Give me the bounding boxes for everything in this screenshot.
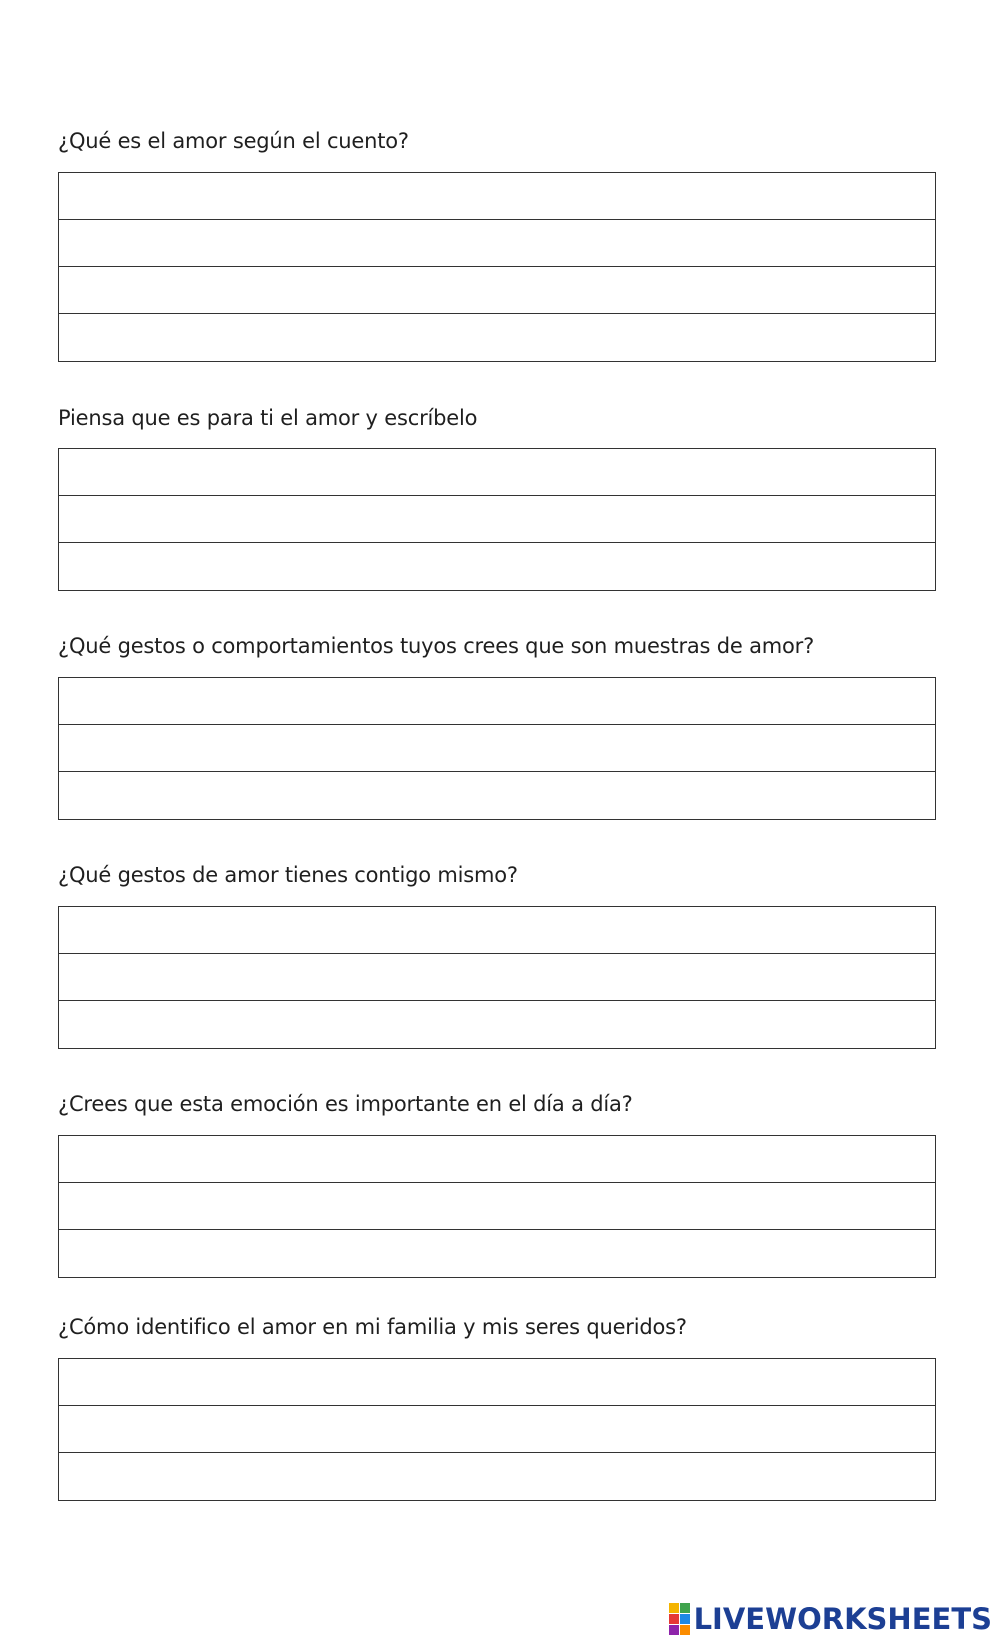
logo-square-icon	[680, 1614, 690, 1624]
logo-square-icon	[669, 1625, 679, 1635]
answer-box-3[interactable]	[58, 677, 936, 820]
answer-box-5[interactable]	[58, 1135, 936, 1278]
answer-line[interactable]	[59, 173, 935, 220]
answer-line[interactable]	[59, 954, 935, 1001]
answer-line[interactable]	[59, 725, 935, 772]
logo-square-icon	[669, 1614, 679, 1624]
answer-box-1[interactable]	[58, 172, 936, 362]
question-5-label: ¿Crees que esta emoción es importante en el día a día?	[58, 1092, 633, 1116]
question-1-label: ¿Qué es el amor según el cuento?	[58, 129, 409, 153]
answer-line[interactable]	[59, 1136, 935, 1183]
answer-line[interactable]	[59, 314, 935, 361]
liveworksheets-brand	[669, 1603, 992, 1635]
answer-line[interactable]	[59, 449, 935, 496]
question-2-label: Piensa que es para ti el amor y escríbelo	[58, 406, 478, 430]
answer-line[interactable]	[59, 678, 935, 725]
answer-line[interactable]	[59, 1183, 935, 1230]
answer-line[interactable]	[59, 772, 935, 819]
answer-line[interactable]	[59, 543, 935, 590]
answer-box-4[interactable]	[58, 906, 936, 1049]
liveworksheets-logo-icon	[669, 1603, 690, 1635]
answer-box-2[interactable]	[58, 448, 936, 591]
logo-square-icon	[669, 1603, 679, 1613]
answer-line[interactable]	[59, 267, 935, 314]
answer-line[interactable]	[59, 496, 935, 543]
answer-line[interactable]	[59, 907, 935, 954]
question-6-label: ¿Cómo identifico el amor en mi familia y mis seres queridos?	[58, 1315, 687, 1339]
question-3-label: ¿Qué gestos o comportamientos tuyos crees que son muestras de amor?	[58, 634, 815, 658]
brand-wordmark: LIVEWORKSHEETS	[693, 1601, 992, 1636]
answer-line[interactable]	[59, 1001, 935, 1048]
logo-square-icon	[680, 1625, 690, 1635]
answer-line[interactable]	[59, 1230, 935, 1277]
answer-line[interactable]	[59, 1359, 935, 1406]
answer-line[interactable]	[59, 1406, 935, 1453]
answer-line[interactable]	[59, 1453, 935, 1500]
answer-line[interactable]	[59, 220, 935, 267]
logo-square-icon	[680, 1603, 690, 1613]
question-4-label: ¿Qué gestos de amor tienes contigo mismo?	[58, 863, 518, 887]
answer-box-6[interactable]	[58, 1358, 936, 1501]
